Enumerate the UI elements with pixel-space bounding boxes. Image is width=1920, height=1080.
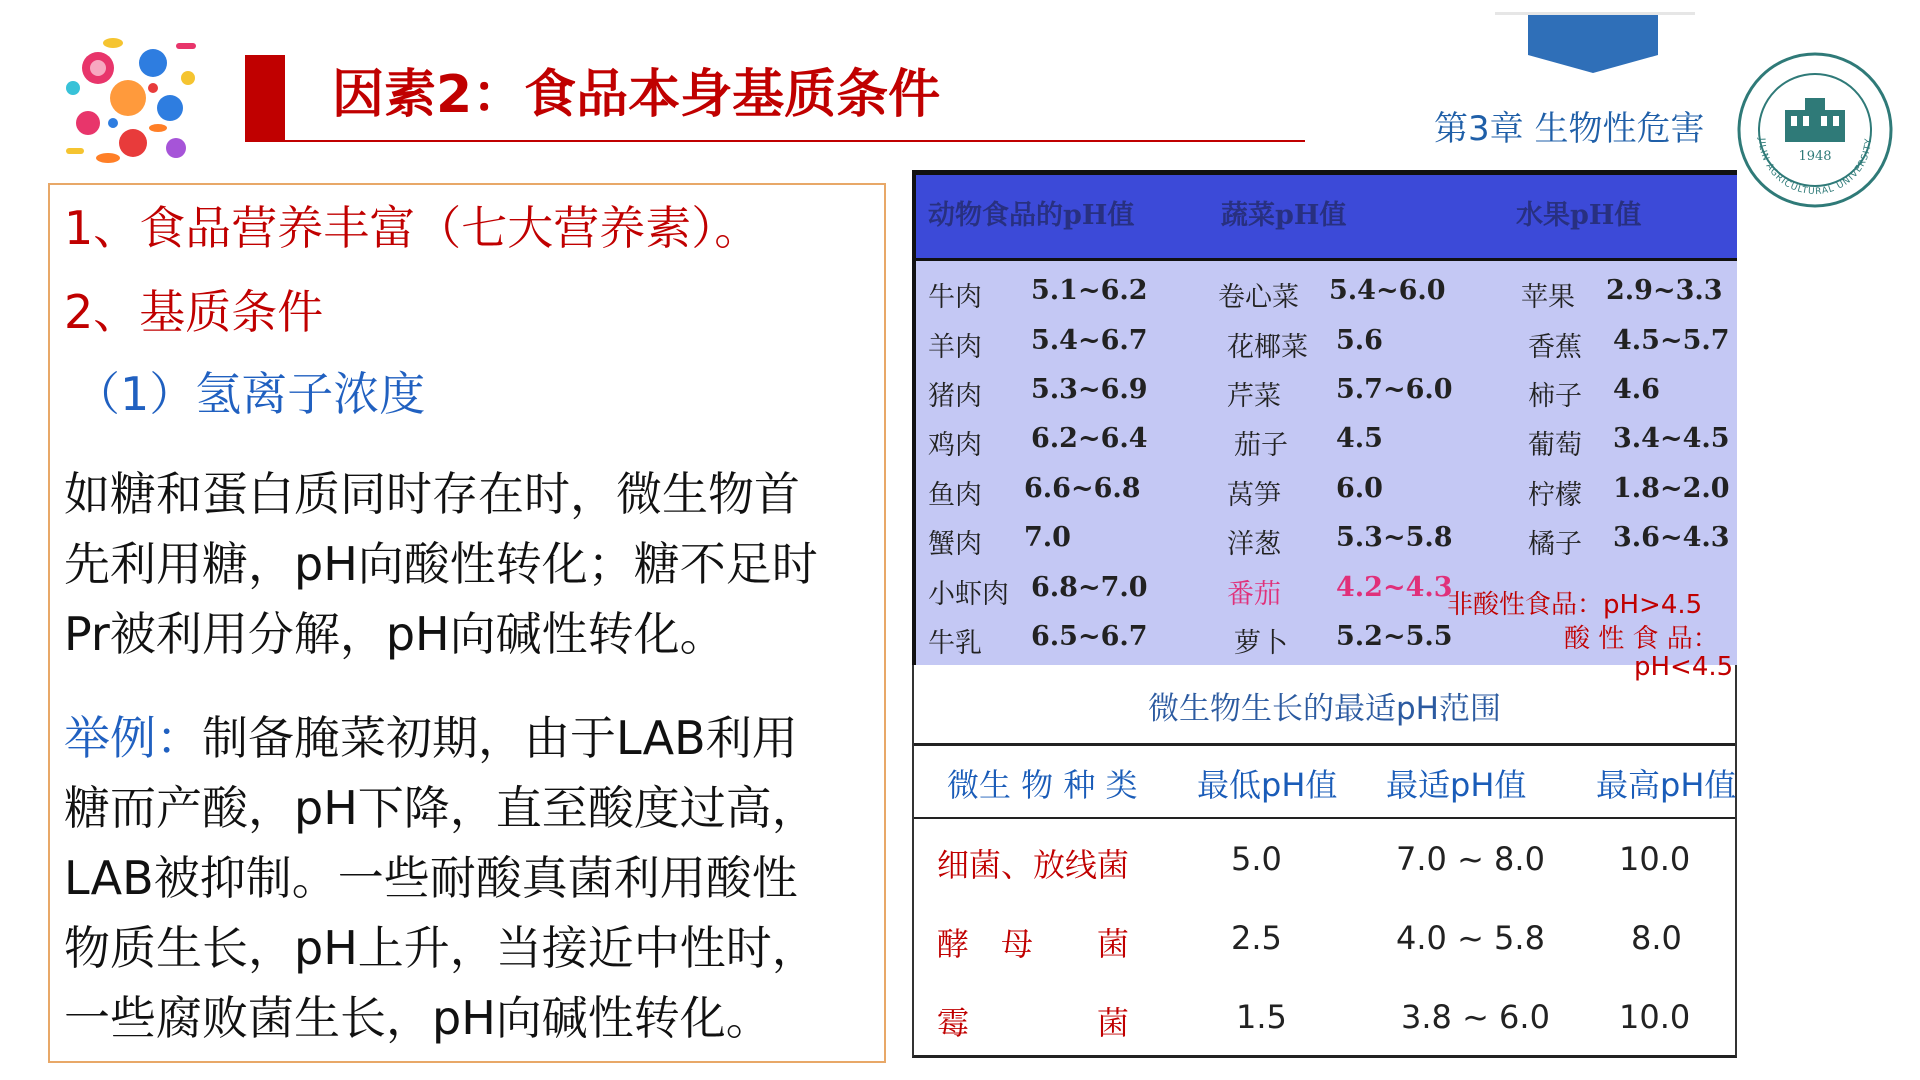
animal-name: 鸡肉 — [928, 430, 982, 461]
header-vegetable: 蔬菜pH值 — [1221, 200, 1347, 231]
para1-line: 先利用糖，pH向酸性转化；糖不足时 — [64, 537, 818, 591]
ph-table-header — [916, 175, 1737, 261]
para2-line: 糖而产酸，pH下降，直至酸度过高， — [64, 781, 818, 835]
microbe-name: 霉 菌 — [937, 1004, 1130, 1042]
min-ph: 1.5 — [1236, 998, 1287, 1036]
animal-ph: 5.1~6.2 — [1031, 275, 1148, 306]
example-text: 制备腌菜初期，由于LAB利用 — [202, 711, 798, 765]
header-fruit: 水果pH值 — [1516, 200, 1642, 231]
non-acid-note: 非酸性食品：pH>4.5 — [1447, 590, 1703, 620]
opt-ph: 4.0 ~ 5.8 — [1396, 919, 1545, 957]
microbe-name: 酵 母 菌 — [937, 925, 1130, 963]
fruit-ph: 4.6 — [1613, 374, 1660, 405]
vegetable-name: 萝卜 — [1234, 628, 1288, 659]
vegetable-name: 花椰菜 — [1227, 332, 1308, 363]
vegetable-ph: 5.4~6.0 — [1329, 275, 1446, 306]
vegetable-ph: 5.3~5.8 — [1336, 522, 1453, 553]
title-underline — [245, 140, 1305, 142]
title-accent-bar — [245, 55, 285, 140]
fruit-ph: 1.8~2.0 — [1613, 473, 1730, 504]
fruit-name: 香蕉 — [1528, 332, 1582, 363]
vegetable-ph-highlight: 4.2~4.3 — [1336, 572, 1453, 603]
vegetable-ph: 5.6 — [1336, 325, 1383, 356]
max-ph: 10.0 — [1619, 840, 1691, 878]
seal-year: 1948 — [1798, 149, 1832, 164]
bookmark-tab-icon — [1528, 15, 1658, 73]
chapter-label: 第3章 生物性危害 — [1434, 109, 1705, 149]
animal-name: 猪肉 — [928, 381, 982, 412]
header-microbe-type: 微生 物 种 类 — [947, 766, 1138, 804]
point-2: 2、基质条件 — [64, 285, 324, 339]
animal-name: 羊肉 — [928, 332, 982, 363]
animal-ph: 5.4~6.7 — [1031, 325, 1148, 356]
animal-ph: 6.2~6.4 — [1031, 423, 1148, 454]
university-seal-icon — [1735, 50, 1895, 210]
animal-name: 鱼肉 — [928, 480, 982, 511]
para2-line: 一些腐败菌生长，pH向碱性转化。 — [64, 991, 772, 1045]
fruit-ph: 3.6~4.3 — [1613, 522, 1730, 553]
max-ph: 8.0 — [1631, 919, 1682, 957]
animal-ph: 6.5~6.7 — [1031, 621, 1148, 652]
optimum-ph-table — [912, 665, 1737, 1058]
vegetable-ph: 4.5 — [1336, 423, 1383, 454]
animal-ph: 5.3~6.9 — [1031, 374, 1148, 405]
table-top-rule — [914, 743, 1735, 746]
opt-ph: 7.0 ~ 8.0 — [1396, 840, 1545, 878]
acid-note-value: pH<4.5 — [1634, 652, 1734, 682]
header-min-ph: 最低pH值 — [1197, 766, 1338, 804]
fruit-name: 苹果 — [1521, 282, 1575, 313]
min-ph: 2.5 — [1231, 919, 1282, 957]
table-header-rule — [914, 817, 1735, 819]
para2-line: LAB被抑制。一些耐酸真菌利用酸性 — [64, 851, 798, 905]
animal-name: 牛乳 — [928, 628, 982, 659]
animal-name: 牛肉 — [928, 282, 982, 313]
para2-line — [64, 710, 798, 766]
animal-name: 小虾肉 — [928, 579, 1009, 610]
seal-text: JILIN AGRICULTURAL UNIVERSITY — [1755, 137, 1875, 198]
fruit-ph: 3.4~4.5 — [1613, 423, 1730, 454]
subpoint-1: （1）氢离子浓度 — [74, 367, 426, 421]
animal-ph: 6.6~6.8 — [1024, 473, 1141, 504]
acid-note: 酸 性 食 品： — [1564, 624, 1719, 654]
min-ph: 5.0 — [1231, 840, 1282, 878]
header-max-ph: 最高pH值 — [1596, 766, 1737, 804]
fruit-ph: 2.9~3.3 — [1606, 275, 1723, 306]
fruit-name: 橘子 — [1528, 529, 1582, 560]
animal-ph: 7.0 — [1024, 522, 1071, 553]
para2-line: 物质生长，pH上升，当接近中性时， — [64, 921, 818, 975]
vegetable-name-highlight: 番茄 — [1227, 579, 1281, 610]
vegetable-name: 莴笋 — [1227, 480, 1281, 511]
vegetable-name: 茄子 — [1234, 430, 1288, 461]
header-animal: 动物食品的pH值 — [928, 200, 1135, 231]
point-1: 1、食品营养丰富（七大营养素）。 — [64, 201, 761, 255]
vegetable-name: 芹菜 — [1227, 381, 1281, 412]
example-label: 举例： — [64, 711, 202, 765]
max-ph: 10.0 — [1619, 998, 1691, 1036]
vegetable-name: 洋葱 — [1227, 529, 1281, 560]
fruit-name: 葡萄 — [1528, 430, 1582, 461]
fruit-name: 柿子 — [1528, 381, 1582, 412]
fruit-name: 柠檬 — [1528, 480, 1582, 511]
animal-name: 蟹肉 — [928, 529, 982, 560]
slide-title: 因素2：食品本身基质条件 — [332, 65, 941, 125]
para1-line: Pr被利用分解，pH向碱性转化。 — [64, 607, 726, 661]
opt-ph: 3.8 ~ 6.0 — [1401, 998, 1550, 1036]
fruit-ph: 4.5~5.7 — [1613, 325, 1730, 356]
microbe-name: 细菌、放线菌 — [937, 846, 1130, 884]
vegetable-name: 卷心菜 — [1218, 282, 1299, 313]
header-opt-ph: 最适pH值 — [1386, 766, 1527, 804]
table-caption: 微生物生长的最适pH范围 — [1148, 691, 1501, 727]
vegetable-ph: 5.2~5.5 — [1336, 621, 1453, 652]
vegetable-ph: 6.0 — [1336, 473, 1383, 504]
animal-ph: 6.8~7.0 — [1031, 572, 1148, 603]
microbe-logo-icon — [58, 28, 208, 173]
vegetable-ph: 5.7~6.0 — [1336, 374, 1453, 405]
para1-line: 如糖和蛋白质同时存在时，微生物首 — [64, 467, 800, 521]
